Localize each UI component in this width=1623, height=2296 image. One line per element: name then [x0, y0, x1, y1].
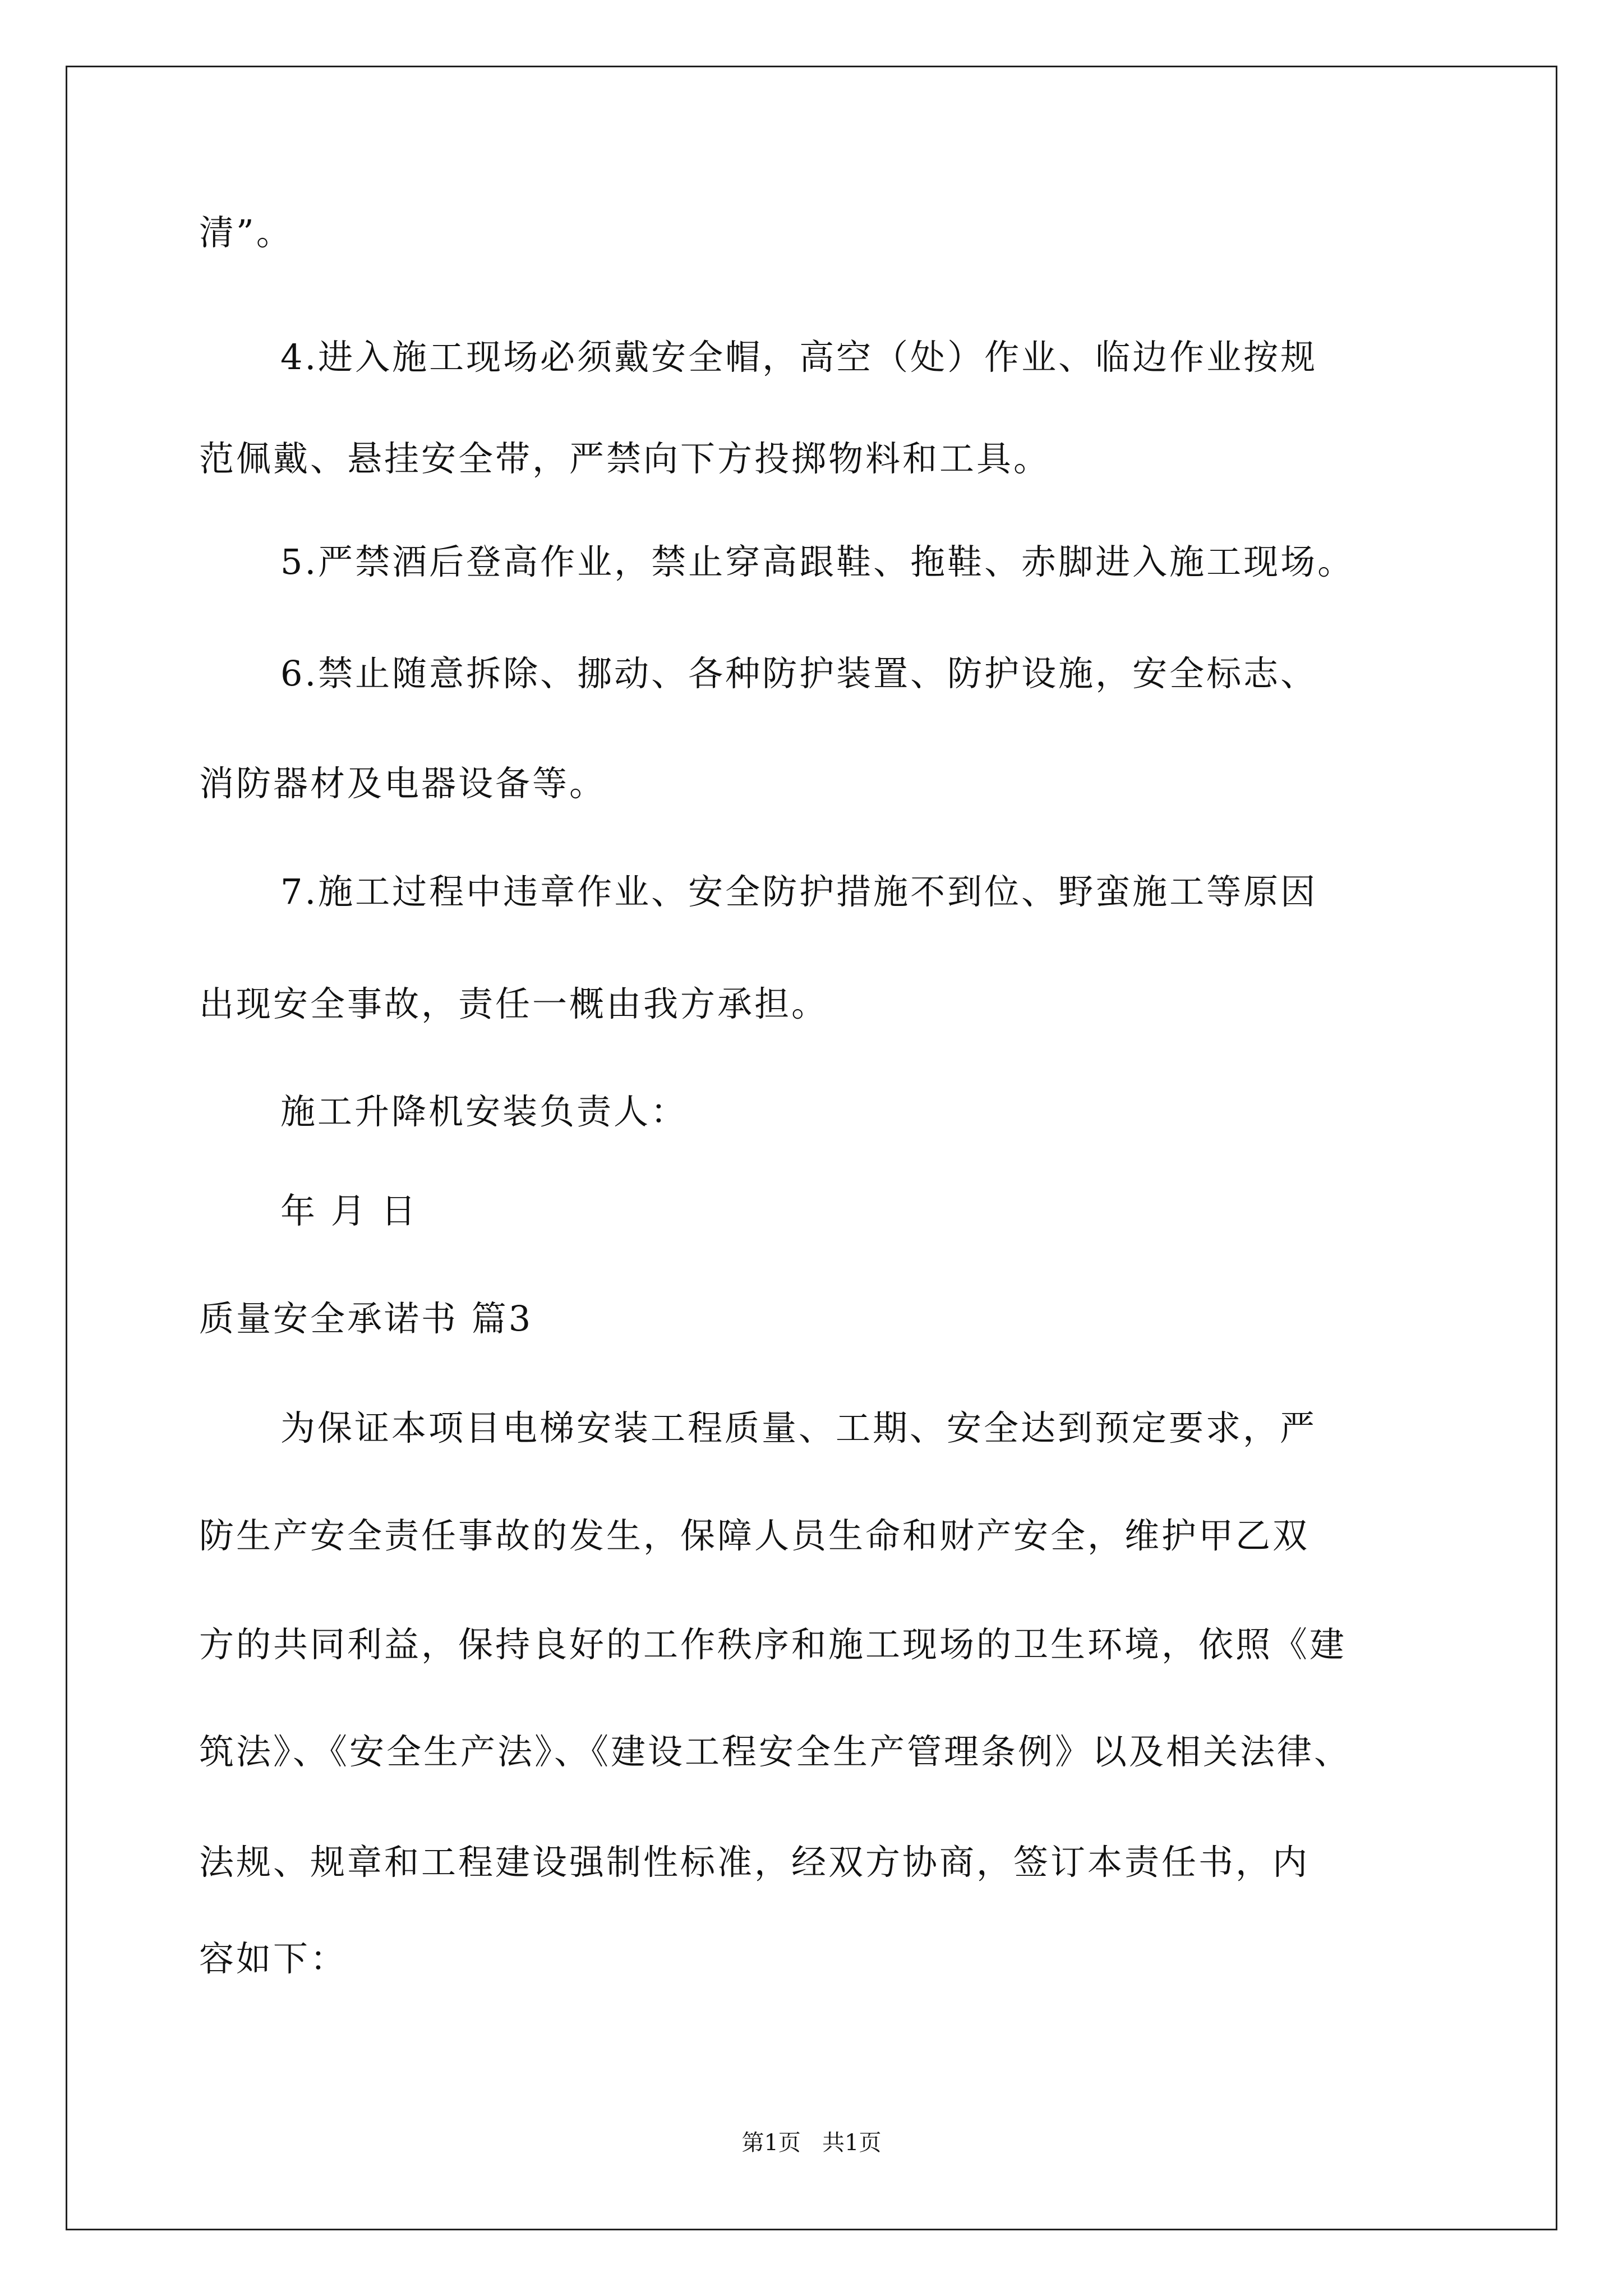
text-line: 4.进入施工现场必须戴安全帽，高空（处）作业、临边作业按规 — [280, 337, 1318, 378]
section-heading: 质量安全承诺书 篇3 — [199, 1298, 533, 1339]
text-line: 6.禁止随意拆除、挪动、各种防护装置、防护设施，安全标志、 — [280, 653, 1318, 694]
text-line: 5.严禁酒后登高作业，禁止穿高跟鞋、拖鞋、赤脚进入施工现场。 — [280, 541, 1355, 582]
date-line: 年 月 日 — [280, 1190, 418, 1231]
text-line: 容如下： — [199, 1938, 348, 1979]
text-line: 清”。 — [199, 212, 293, 253]
text-line: 出现安全事故，责任一概由我方承担。 — [199, 983, 829, 1024]
signature-label: 施工升降机安装负责人： — [280, 1091, 688, 1132]
text-line: 7.施工过程中违章作业、安全防护措施不到位、野蛮施工等原因 — [280, 871, 1318, 912]
text-line: 消防器材及电器设备等。 — [199, 763, 607, 804]
page-footer: 第1页 共1页 — [741, 2130, 882, 2156]
page-border — [66, 66, 1557, 2230]
text-line: 筑法》、《安全生产法》、《建设工程安全生产管理条例》以及相关法律、 — [199, 1731, 1352, 1772]
text-line: 为保证本项目电梯安装工程质量、工期、安全达到预定要求，严 — [280, 1407, 1317, 1448]
text-line: 防生产安全责任事故的发生，保障人员生命和财产安全，维护甲乙双 — [199, 1515, 1310, 1556]
text-line: 方的共同利益，保持良好的工作秩序和施工现场的卫生环境，依照《建 — [199, 1624, 1347, 1665]
text-line: 范佩戴、悬挂安全带，严禁向下方投掷物料和工具。 — [199, 438, 1051, 479]
text-line: 法规、规章和工程建设强制性标准，经双方协商，签订本责任书，内 — [199, 1842, 1310, 1883]
